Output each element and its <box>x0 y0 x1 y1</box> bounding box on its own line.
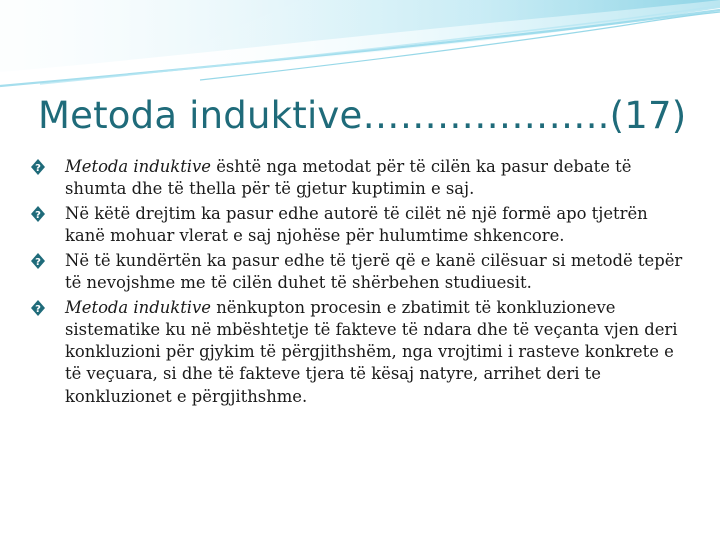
svg-text:?: ? <box>35 256 41 268</box>
header-wave-decoration <box>0 0 720 90</box>
bullet-lead: Metoda induktive <box>65 297 211 317</box>
bullet-item <box>31 156 691 200</box>
replacement-char-icon <box>31 206 45 222</box>
svg-text:?: ? <box>35 303 41 315</box>
replacement-char-icon <box>31 159 45 175</box>
bullet-lead: Metoda induktive <box>65 157 211 176</box>
bullet-text: është nga metodat për të cilën ka pasur debate të shumta dhe të thella për të gjetur kuptimin e saj. <box>65 157 632 199</box>
bullet-text: Në të kundërtën ka pasur edhe të tjerë që e kanë cilësuar si metodë tepër të nevojshme me të cilën duhet të shërbehen studiuesit. <box>65 250 683 293</box>
bullet-item <box>31 203 691 247</box>
replacement-char-icon <box>31 300 45 316</box>
slide-title: Metoda induktive………………..(17) <box>38 94 687 137</box>
bullet-text: nënkupton procesin e zbatimit të konkluzioneve sistematike ku në mbështetje të fakteve të ndara dhe të veçanta vjen deri konkluzioni për gjykim të përgjithshëm, nga vrojtimi i rasteve konkrete e të veçuara, si dhe të fakteve tjera të kësaj natyre, arrihet deri te konkluzionet e përgjithshme. <box>65 297 678 406</box>
svg-text:?: ? <box>35 163 41 174</box>
bullet-item <box>31 297 691 408</box>
bullet-list <box>31 156 691 410</box>
svg-text:?: ? <box>35 209 41 221</box>
replacement-char-icon <box>31 253 45 269</box>
bullet-item <box>31 250 691 294</box>
bullet-text: Në këtë drejtim ka pasur edhe autorë të cilët në një formë apo tjetrën kanë mohuar vlerat e saj njohëse për hulumtime shkencore. <box>65 203 648 246</box>
